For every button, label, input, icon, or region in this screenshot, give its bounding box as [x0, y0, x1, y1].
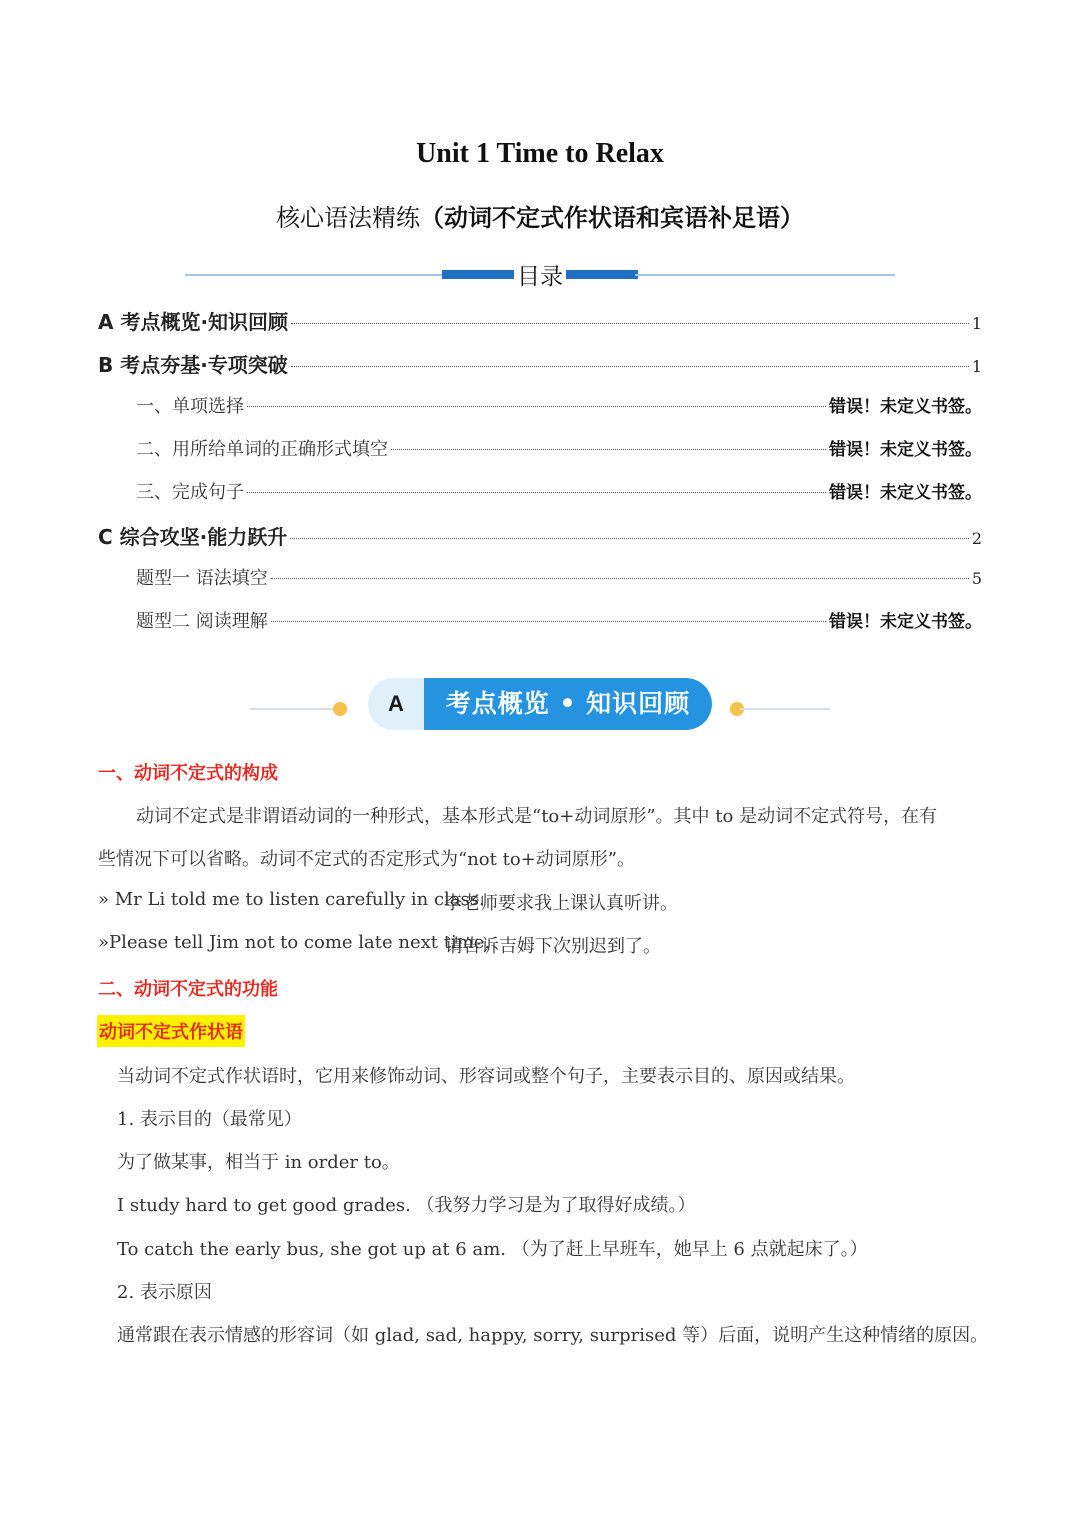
toc-entry-page: 2 [971, 529, 982, 548]
point1-title: 1. 表示目的（最常见） [117, 1109, 302, 1130]
example-1-chinese: 李老师要求我上课认真听讲。 [444, 893, 678, 914]
toc-entry-label: C 综合攻坚·能力跃升 [98, 525, 288, 549]
document-subtitle [0, 198, 1080, 233]
point1-example2: To catch the early bus, she got up at 6 am. （为了赶上早班车，她早上 6 点就起床了。） [117, 1239, 868, 1260]
point1-example1: I study hard to get good grades. （我努力学习是为了取得好成绩。） [117, 1195, 696, 1216]
toc-entry-page: 1 [971, 314, 982, 333]
banner-line-right [740, 708, 830, 710]
toc-entry-label: B 考点夯基·专项突破 [98, 353, 288, 377]
toc-entry-label: 一、单项选择 [136, 396, 244, 417]
section-banner [0, 678, 1080, 730]
toc-entry-label: A 考点概览·知识回顾 [98, 310, 289, 334]
toc-entry[interactable] [98, 435, 982, 478]
subtitle-bold: （动词不定式作状语和宾语补足语） [420, 204, 804, 232]
banner-line-left [250, 708, 345, 710]
banner-title: 考点概览 • 知识回顾 [424, 678, 712, 730]
banner-dot-left [333, 702, 347, 716]
section2-heading: 二、动词不定式的功能 [98, 979, 278, 1000]
point2-title: 2. 表示原因 [117, 1282, 212, 1303]
toc-leader-dots [271, 578, 969, 579]
toc-entry[interactable] [98, 392, 982, 435]
toc-leader-dots [291, 323, 969, 324]
section1-para-line1: 动词不定式是非谓语动词的一种形式，基本形式是“to+动词原形”。其中 to 是动词不定式符号，在有 [136, 806, 938, 827]
toc-entry[interactable] [98, 564, 982, 607]
document-title: Unit 1 Time to Relax [416, 138, 664, 169]
toc-entry-page: 5 [971, 569, 982, 588]
toc-entry[interactable] [98, 607, 982, 650]
toc-entry-label: 题型二 阅读理解 [136, 611, 268, 632]
toc-leader-dots [391, 449, 826, 450]
toc-entry-error: 错误！未定义书签。 [829, 612, 982, 632]
example-2-chinese: 请告诉吉姆下次别迟到了。 [445, 936, 661, 957]
banner-letter: A [388, 691, 404, 716]
toc-entry[interactable] [98, 521, 982, 564]
toc-entry[interactable] [98, 349, 982, 392]
toc-heading-decoration [185, 258, 895, 292]
example-1-english: » Mr Li told me to listen carefully in class. [98, 889, 485, 910]
toc-entry-label: 二、用所给单词的正确形式填空 [136, 439, 388, 460]
section2-intro: 当动词不定式作状语时，它用来修饰动词、形容词或整个句子，主要表示目的、原因或结果。 [117, 1066, 855, 1087]
toc-entry-label: 题型一 语法填空 [136, 568, 268, 589]
table-of-contents [98, 306, 982, 650]
toc-leader-dots [247, 492, 826, 493]
toc-entry-error: 错误！未定义书签。 [829, 440, 982, 460]
toc-entry-error: 错误！未定义书签。 [829, 397, 982, 417]
point2-desc: 通常跟在表示情感的形容词（如 glad, sad, happy, sorry, surprised 等）后面，说明产生这种情绪的原因。 [117, 1325, 989, 1346]
example-2-english: »Please tell Jim not to come late next time. [98, 932, 491, 953]
toc-entry-page: 1 [971, 357, 982, 376]
toc-leader-dots [271, 621, 826, 622]
toc-entry-label: 三、完成句子 [136, 482, 244, 503]
banner-pill [368, 678, 712, 730]
subtitle-main: 核心语法精练 [276, 204, 420, 232]
toc-heading: 目录 [517, 264, 563, 290]
point1-desc: 为了做某事，相当于 in order to。 [117, 1152, 400, 1173]
section2-subheading: 动词不定式作状语 [97, 1015, 245, 1047]
toc-leader-dots [247, 406, 826, 407]
toc-entry-error: 错误！未定义书签。 [829, 483, 982, 503]
toc-entry[interactable] [98, 478, 982, 521]
toc-entry[interactable] [98, 306, 982, 349]
section1-heading: 一、动词不定式的构成 [98, 763, 278, 784]
toc-leader-dots [291, 366, 969, 367]
toc-leader-dots [290, 538, 969, 539]
section1-para-line2: 些情况下可以省略。动词不定式的否定形式为“not to+动词原形”。 [98, 849, 635, 870]
